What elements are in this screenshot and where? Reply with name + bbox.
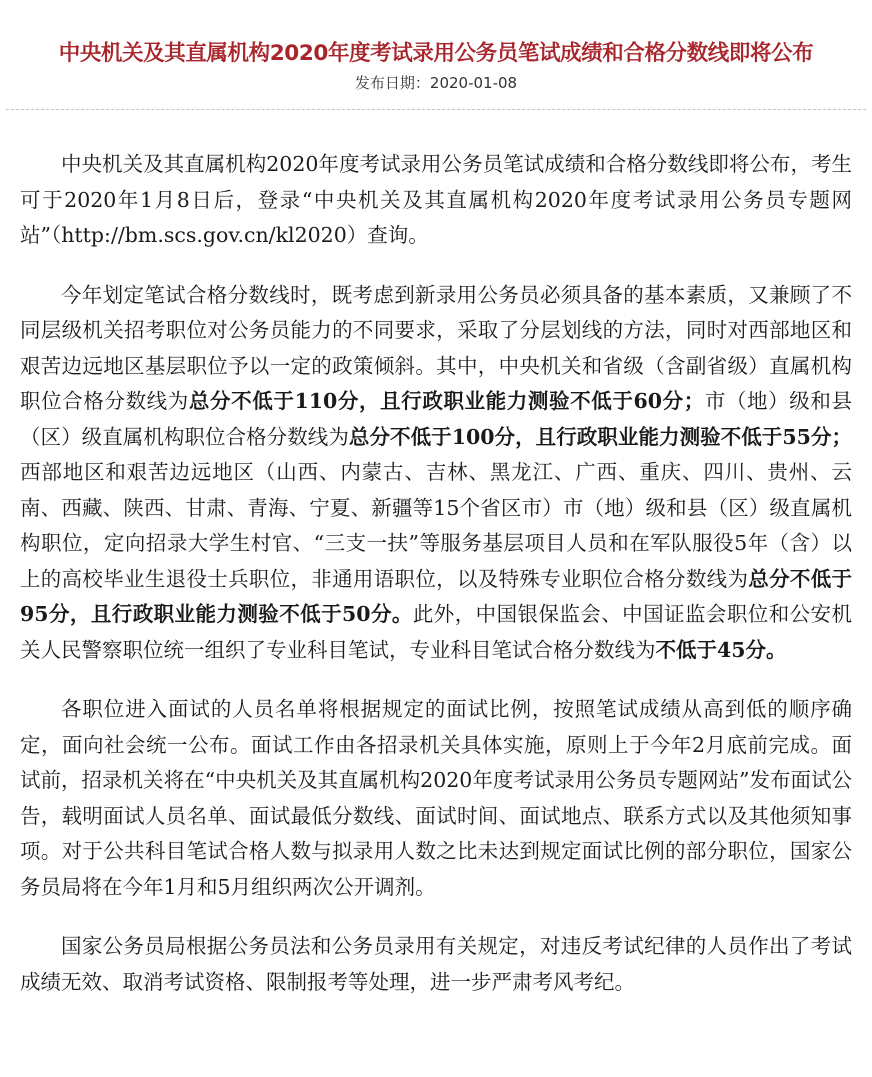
threshold-western-remote: 总分不低于95分，且行政职业能力测验不低于50分。	[20, 566, 853, 626]
threshold-city-county: 总分不低于100分，且行政职业能力测验不低于55分；	[348, 424, 852, 449]
paragraph-2-text: 西部地区和艰苦边远地区（山西、内蒙古、吉林、黑龙江、广西、重庆、四川、贵州、云南、西藏、陕西、甘肃、青海、宁夏、新疆等15个省区市）市（地）级和县（区）级直属机构职位，定向招录大学生村官、“三支一扶”等服务基层项目人员和在军队服役5年（含）以上的高校毕业生退役士兵职位，非通用语职位，以及特殊专业职位合格分数线为	[20, 460, 852, 591]
paragraph-3-text: 各职位进入面试的人员名单将根据规定的面试比例，按照笔试成绩从高到低的顺序确定，面向社会统一公布。面试工作由各招录机关具体实施，原则上于今年2月底前完成。面试前，招录机关将在“中央机关及其直属机构2020年度考试录用公务员专题网站”发布面试公告，载明面试人员名单、面试最低分数线、面试时间、面试地点、联系方式以及其他须知事项。对于公共科目笔试合格人数与拟录用人数之比未达到规定面试比例的部分职位，国家公务员局将在今年1月和5月组织两次公开调剂。	[20, 697, 852, 899]
threshold-central-provincial: 总分不低于110分，且行政职业能力测验不低于60分；	[188, 389, 705, 413]
paragraph-1-text: 中央机关及其直属机构2020年度考试录用公务员笔试成绩和合格分数线即将公布，考生可于2020年1月8日后，登录“中央机关及其直属机构2020年度考试录用公务员专题网站”（http://bm.scs.gov.cn/kl2020）查询。	[20, 152, 852, 247]
paragraph-2-text: 今年划定笔试合格分数线时，既考虑到新录用公务员必须具备的基本素质，又兼顾了不同层级机关招考职位对公务员能力的不同要求，采取了分层划线的方法，同时对西部地区和艰苦边远地区基层职位予以一定的政策倾斜。其中，中央机关和省级（含副省级）直属机构职位合格分数线为	[20, 282, 852, 413]
paragraph-2	[20, 278, 852, 669]
paragraph-1	[20, 147, 852, 254]
paragraph-4-text: 国家公务员局根据公务员法和公务员录用有关规定，对违反考试纪律的人员作出了考试成绩无效、取消考试资格、限制报考等处理，进一步严肃考风考纪。	[20, 934, 852, 994]
article-title: 中央机关及其直属机构2020年度考试录用公务员笔试成绩和合格分数线即将公布	[58, 41, 814, 67]
publish-date-line	[0, 72, 872, 94]
paragraph-2-text: 此外，中国银保监会、中国证监会职位和公安机关人民警察职位统一组织了专业科目笔试，专业科目笔试合格分数线为	[20, 602, 852, 662]
paragraph-4	[20, 929, 852, 1000]
publish-date-label: 发布日期：	[354, 74, 430, 92]
paragraph-2-text: 市（地）级和县（区）级直属机构职位合格分数线为	[20, 389, 853, 449]
dashed-divider	[6, 109, 866, 110]
threshold-professional-subject: 不低于45分。	[655, 637, 787, 662]
paragraph-3	[20, 692, 852, 905]
article-body	[20, 147, 852, 1024]
publish-date: 2020-01-08	[429, 74, 518, 92]
